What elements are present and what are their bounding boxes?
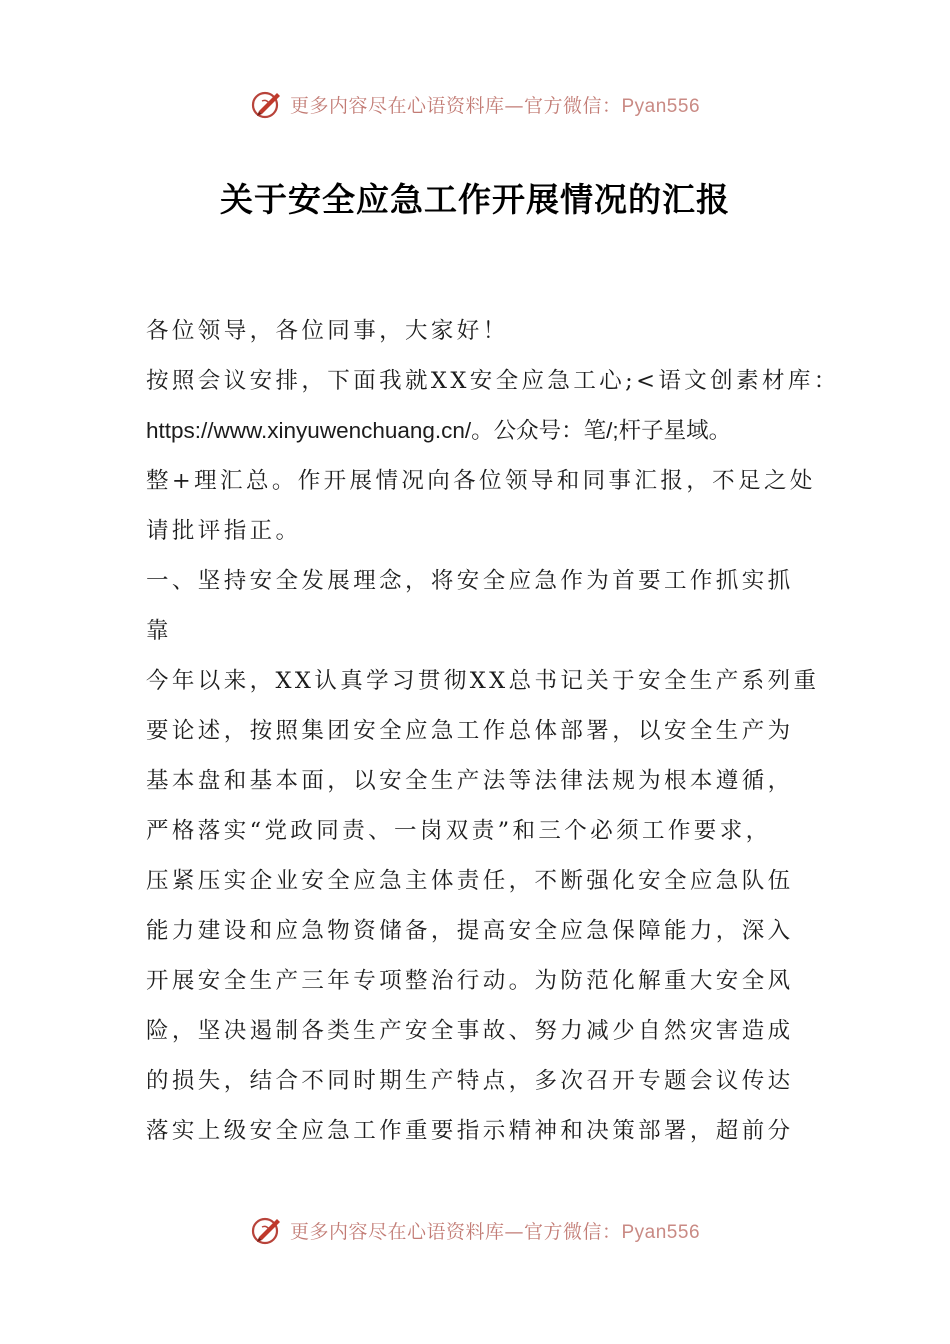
banner-wechat-id: Pyan556 <box>621 95 701 117</box>
banner-text <box>290 91 700 118</box>
pen-logo-icon <box>250 1213 284 1247</box>
body-line: 请批评指正。 <box>146 518 302 544</box>
body-line: 的损失，结合不同时期生产特点，多次召开专题会议传达 <box>146 1068 794 1094</box>
body-line: 落实上级安全应急工作重要指示精神和决策部署，超前分 <box>146 1118 794 1144</box>
body-line: 严格落实“党政同责、一岗双责”和三个必须工作要求， <box>146 818 772 844</box>
section-heading-line: 靠 <box>146 618 172 644</box>
body-line: 险，坚决遏制各类生产安全事故、努力减少自然灾害造成 <box>146 1018 794 1044</box>
body-line: 整+理汇总。作开展情况向各位领导和同事汇报，不足之处 <box>146 468 816 494</box>
body-line: 能力建设和应急物资储备，提高安全应急保障能力，深入 <box>146 918 794 944</box>
body-line: 压紧压实企业安全应急主体责任，不断强化安全应急队伍 <box>146 868 794 894</box>
banner-wechat-id: Pyan556 <box>621 1221 701 1243</box>
banner-text <box>290 1217 700 1244</box>
body-line: 基本盘和基本面，以安全生产法等法律法规为根本遵循， <box>146 768 794 794</box>
pen-logo-icon <box>250 87 284 121</box>
body-line: 按照会议安排，下面我就XX安全应急工心;<语文创素材库： <box>146 368 840 394</box>
footer-banner <box>0 1210 950 1250</box>
header-banner <box>0 84 950 124</box>
body-line: https://www.xinyuwenchuang.cn/。公众号：笔/;杆子星域。 <box>146 418 732 443</box>
body-line: 今年以来，XX认真学习贯彻XX总书记关于安全生产系列重 <box>146 668 820 694</box>
banner-label: 更多内容尽在心语资料库—官方微信： <box>289 94 622 117</box>
document-body <box>146 306 840 1156</box>
body-line: 各位领导，各位同事，大家好！ <box>146 318 509 344</box>
body-line: 要论述，按照集团安全应急工作总体部署，以安全生产为 <box>146 718 794 744</box>
section-heading-line: 一、坚持安全发展理念，将安全应急作为首要工作抓实抓 <box>146 568 794 594</box>
body-line: 开展安全生产三年专项整治行动。为防范化解重大安全风 <box>146 968 794 994</box>
document-title: 关于安全应急工作开展情况的汇报 <box>220 180 730 219</box>
banner-label: 更多内容尽在心语资料库—官方微信： <box>289 1220 622 1243</box>
